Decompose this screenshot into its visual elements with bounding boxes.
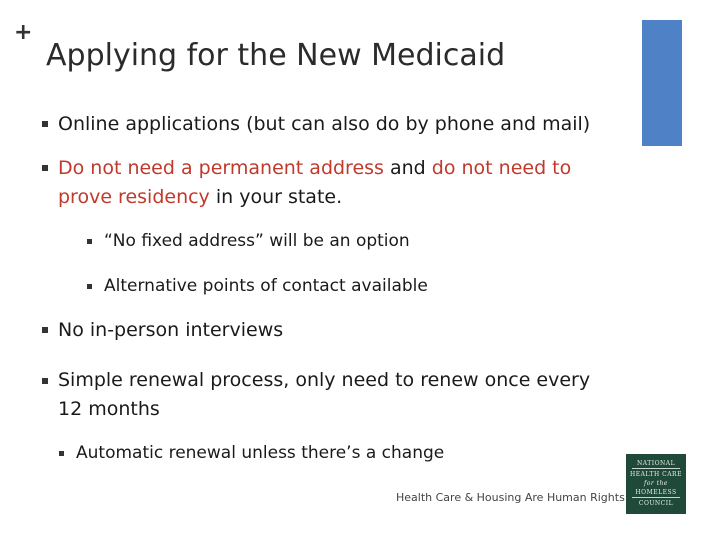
logo-text-line: COUNCIL bbox=[638, 500, 674, 507]
sub-bullet-text: Automatic renewal unless there’s a change bbox=[76, 443, 445, 463]
bullet-text bbox=[58, 154, 571, 182]
sub-bullet-icon bbox=[87, 284, 92, 289]
sub-bullet-icon bbox=[87, 239, 92, 244]
bullet-icon bbox=[42, 165, 48, 171]
plain-text: and bbox=[383, 157, 432, 179]
plain-text: in your state. bbox=[209, 186, 343, 208]
bullet-text: No in-person interviews bbox=[58, 319, 284, 341]
logo-text-line: NATIONAL bbox=[636, 460, 676, 467]
nhchc-logo bbox=[626, 454, 686, 514]
sub-bullet-icon bbox=[59, 451, 64, 456]
plus-mark: + bbox=[14, 20, 33, 45]
bullet-icon bbox=[42, 121, 48, 127]
logo-divider bbox=[632, 497, 680, 498]
bullet-icon bbox=[42, 378, 48, 384]
accent-bar bbox=[642, 20, 682, 146]
bullet-text-continuation: 12 months bbox=[58, 398, 160, 420]
sub-bullet-text: “No fixed address” will be an option bbox=[104, 231, 410, 251]
logo-text-line: for the bbox=[644, 480, 668, 487]
bullet-text: Simple renewal process, only need to renew once every bbox=[58, 369, 591, 391]
highlight-text: do not need to bbox=[431, 157, 572, 179]
highlight-text: Do not need a permanent address bbox=[58, 157, 384, 179]
highlight-text: prove residency bbox=[58, 186, 210, 208]
bullet-text-continuation bbox=[58, 183, 342, 211]
logo-divider bbox=[632, 468, 680, 469]
bullet-icon bbox=[42, 327, 48, 333]
sub-bullet-text: Alternative points of contact available bbox=[104, 276, 428, 296]
logo-text-line: HEALTH CARE bbox=[630, 471, 682, 478]
bullet-text: Online applications (but can also do by phone and mail) bbox=[58, 113, 591, 135]
footer-tagline: Health Care & Housing Are Human Rights bbox=[396, 491, 625, 504]
logo-text-line: HOMELESS bbox=[635, 489, 677, 496]
slide-title: Applying for the New Medicaid bbox=[46, 38, 506, 73]
